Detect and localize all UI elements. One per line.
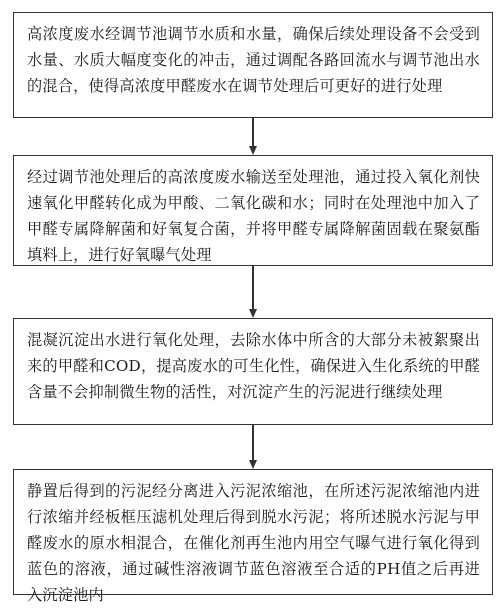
flow-arrow-3-shaft [252,425,253,461]
process-step-2-text: 经过调节池处理后的高浓度废水输送至处理池，通过投入氧化剂快速氧化甲醛转化成为甲酸、二氧化碳和水；同时在处理池中加入了甲醛专属降解菌和好氧复合菌，并将甲醛专属降解菌固载在聚氨酯填料上，进行好氧曝气处理 [27,168,480,264]
flow-arrow-2-shaft [252,266,253,310]
process-step-2 [13,155,493,266]
flow-arrow-1-shaft [252,118,253,147]
process-step-1 [13,12,493,118]
process-step-1-text: 高浓度废水经调节池调节水质和水量，确保后续处理设备不会受到水量、水质大幅度变化的冲击，通过调配各路回流水与调节池出水的混合，使得高浓度甲醛废水在调节处理后可更好的进行处理 [27,25,480,95]
arrow-down-icon [249,146,257,155]
arrow-down-icon [249,460,257,469]
process-step-4 [13,469,493,604]
arrow-down-icon [249,309,257,318]
process-step-4-text: 静置后得到的污泥经分离进入污泥浓缩池，在所述污泥浓缩池内进行浓缩并经板框压滤机处理后得到脱水污泥；将所述脱水污泥与甲醛废水的原水相混合，在催化剂再生池内用空气曝气进行氧化得到蓝色的溶液，通过碱性溶液调节蓝色溶液至合适的PH值之后再进入沉淀池内 [27,482,480,604]
process-step-3-text: 混凝沉淀出水进行氧化处理，去除水体中所含的大部分未被絮聚出来的甲醛和COD，提高废水的可生化性，确保进入生化系统的甲醛含量不会抑制微生物的活性，对沉淀产生的污泥进行继续处理 [27,331,480,401]
process-step-3 [13,318,493,425]
